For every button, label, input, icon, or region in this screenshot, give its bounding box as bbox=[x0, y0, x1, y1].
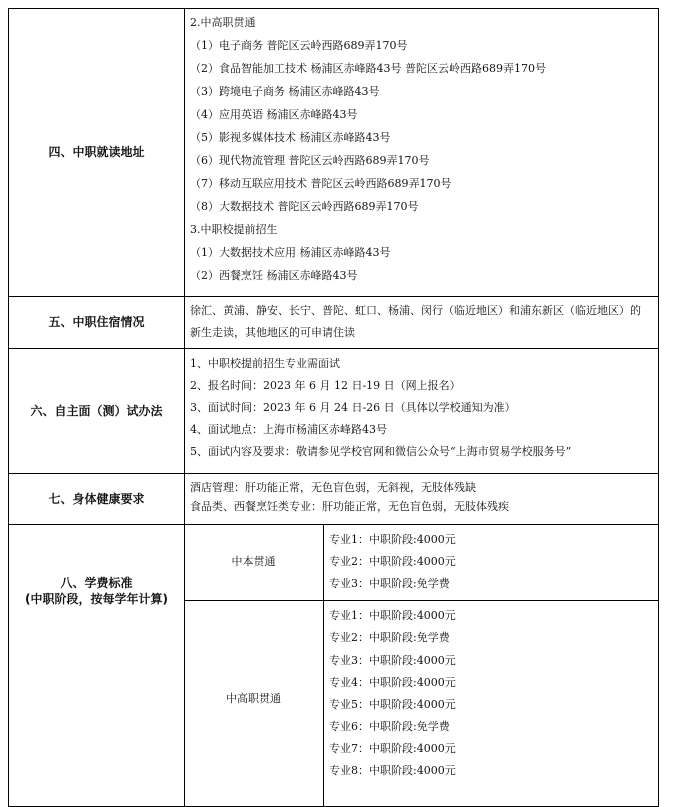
row-interview bbox=[8, 348, 659, 473]
address-line: （1）电子商务 普陀区云岭西路689弄170号 bbox=[190, 39, 408, 52]
address-line: （4）应用英语 杨浦区赤峰路43号 bbox=[190, 108, 358, 121]
program-name: 中本贯通 bbox=[231, 555, 276, 568]
fee-item: 专业1：中职阶段:4000元 bbox=[329, 609, 456, 622]
fees-title: 八、学费标准 bbox=[60, 576, 133, 590]
health-line: 酒店管理：肝功能正常，无色盲色弱，无斜视，无肢体残缺 bbox=[190, 481, 476, 494]
address-line: 2.中高职贯通 bbox=[190, 16, 256, 29]
fee-item: 专业2：中职阶段:4000元 bbox=[329, 555, 456, 568]
address-line: （2）西餐烹饪 杨浦区赤峰路43号 bbox=[190, 269, 358, 282]
fee-item: 专业2：中职阶段:免学费 bbox=[329, 631, 450, 644]
row-label-dorm: 五、中职住宿情况 bbox=[48, 315, 145, 329]
address-content bbox=[190, 8, 652, 296]
column-divider bbox=[184, 473, 185, 524]
program-name: 中高职贯通 bbox=[226, 692, 281, 705]
address-line: （2）食品智能加工技术 杨浦区赤峰路43号 普陀区云岭西路689弄170号 bbox=[190, 62, 546, 75]
fee-item: 专业1：中职阶段:4000元 bbox=[329, 533, 456, 546]
address-line: 3.中职校提前招生 bbox=[190, 223, 278, 236]
row-address bbox=[8, 8, 659, 296]
fee-item: 专业7：中职阶段:4000元 bbox=[329, 742, 456, 755]
row-label-fees bbox=[9, 524, 184, 658]
fees-program-rule bbox=[184, 600, 658, 601]
fee-item: 专业4：中职阶段:4000元 bbox=[329, 676, 456, 689]
table-rule bbox=[8, 8, 659, 9]
fee-item: 专业3：中职阶段:4000元 bbox=[329, 654, 456, 667]
fee-item: 专业6：中职阶段:免学费 bbox=[329, 720, 450, 733]
interview-content bbox=[190, 348, 652, 473]
interview-line: 2、报名时间：2023 年 6 月 12 日-19 日（网上报名） bbox=[190, 379, 461, 392]
address-line: （7）移动互联应用技术 普陀区云岭西路689弄170号 bbox=[190, 177, 452, 190]
row-fees bbox=[8, 524, 659, 807]
address-line: （6）现代物流管理 普陀区云岭西路689弄170号 bbox=[190, 154, 430, 167]
column-divider bbox=[184, 8, 185, 296]
column-divider bbox=[184, 348, 185, 473]
address-line: （1）大数据技术应用 杨浦区赤峰路43号 bbox=[190, 246, 391, 259]
column-divider bbox=[184, 296, 185, 348]
health-content bbox=[190, 473, 652, 524]
address-line: （5）影视多媒体技术 杨浦区赤峰路43号 bbox=[190, 131, 391, 144]
dorm-content bbox=[190, 296, 652, 348]
fees-subtitle: (中职阶段，按每学年计算) bbox=[25, 592, 168, 606]
address-line: （8）大数据技术 普陀区云岭西路689弄170号 bbox=[190, 200, 419, 213]
interview-line: 1、中职校提前招生专业需面试 bbox=[190, 357, 340, 370]
fee-item: 专业5：中职阶段:4000元 bbox=[329, 698, 456, 711]
fee-item: 专业3：中职阶段:免学费 bbox=[329, 577, 450, 590]
row-label-address: 四、中职就读地址 bbox=[48, 145, 145, 159]
row-label-interview: 六、自主面（测）试办法 bbox=[30, 403, 163, 418]
dorm-text: 徐汇、黄浦、静安、长宁、普陀、虹口、杨浦、闵行（临近地区）和浦东新区（临近地区）的新生走读，其他地区的可申请住读 bbox=[190, 304, 641, 339]
interview-line: 5、面试内容及要求：敬请参见学校官网和微信公众号“上海市贸易学校服务号” bbox=[190, 445, 572, 458]
fee-item: 专业8：中职阶段:4000元 bbox=[329, 764, 456, 777]
row-health bbox=[8, 473, 659, 524]
interview-line: 3、面试时间：2023 年 6 月 24 日-26 日（具体以学校通知为准） bbox=[190, 401, 516, 414]
address-line: （3）跨境电子商务 杨浦区赤峰路43号 bbox=[190, 85, 380, 98]
fees-column-divider bbox=[323, 524, 324, 807]
row-label-health: 七、身体健康要求 bbox=[48, 491, 145, 506]
health-line: 食品类、西餐烹饪类专业：肝功能正常，无色盲色弱，无肢体残疾 bbox=[190, 500, 509, 513]
interview-line: 4、面试地点：上海市杨浦区赤峰路43号 bbox=[190, 423, 387, 436]
row-dorm bbox=[8, 296, 659, 348]
